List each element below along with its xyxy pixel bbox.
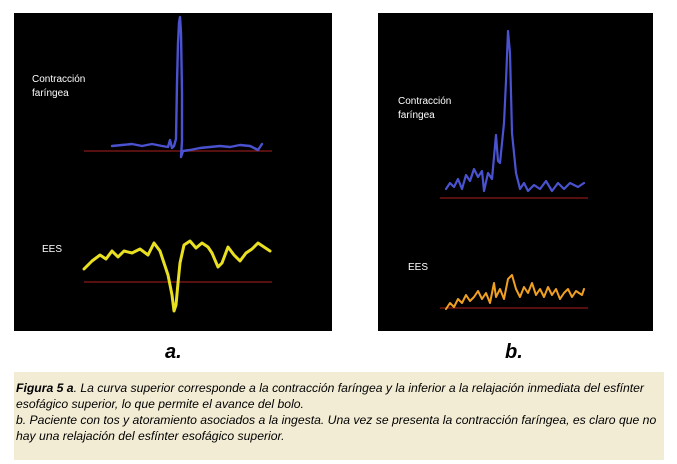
caption-part-a-text: . La curva superior corresponde a la contracción faríngea y la inferior a la relajación inmediata del esfínter esofágico superior, lo que permite el avance del bolo. [16,381,644,411]
panel-b-pharyngeal-curve [446,31,584,191]
panel-b-plot [378,13,653,331]
figure-panel-b [378,13,653,331]
panel-b-ees-curve [446,275,584,309]
caption-paragraph [16,380,661,444]
panel-a-pharyngeal-label-line1: Contracción [32,74,86,85]
panel-a-letter: a. [165,341,182,363]
caption-figure-label: Figura 5 a [16,381,74,395]
panel-b-ees-label: EES [408,262,429,273]
panel-b-pharyngeal-label-line2: faríngea [398,110,435,121]
panel-a-plot [14,13,332,331]
panel-a-ees-label: EES [42,244,63,255]
panel-b-pharyngeal-label-line1: Contracción [398,96,452,107]
panel-a-pharyngeal-curve [112,17,262,157]
caption-part-b-text: b. Paciente con tos y atoramiento asociados a la ingesta. Una vez se presenta la contracción faríngea, es claro que no hay una relajación del esfínter esofágico superior. [16,413,657,443]
figure-panel-a [14,13,332,331]
panel-a-pharyngeal-label-line2: faríngea [32,88,69,99]
figure-caption [14,372,664,460]
panel-b-letter: b. [505,341,523,363]
panel-a-ees-curve [84,241,270,311]
